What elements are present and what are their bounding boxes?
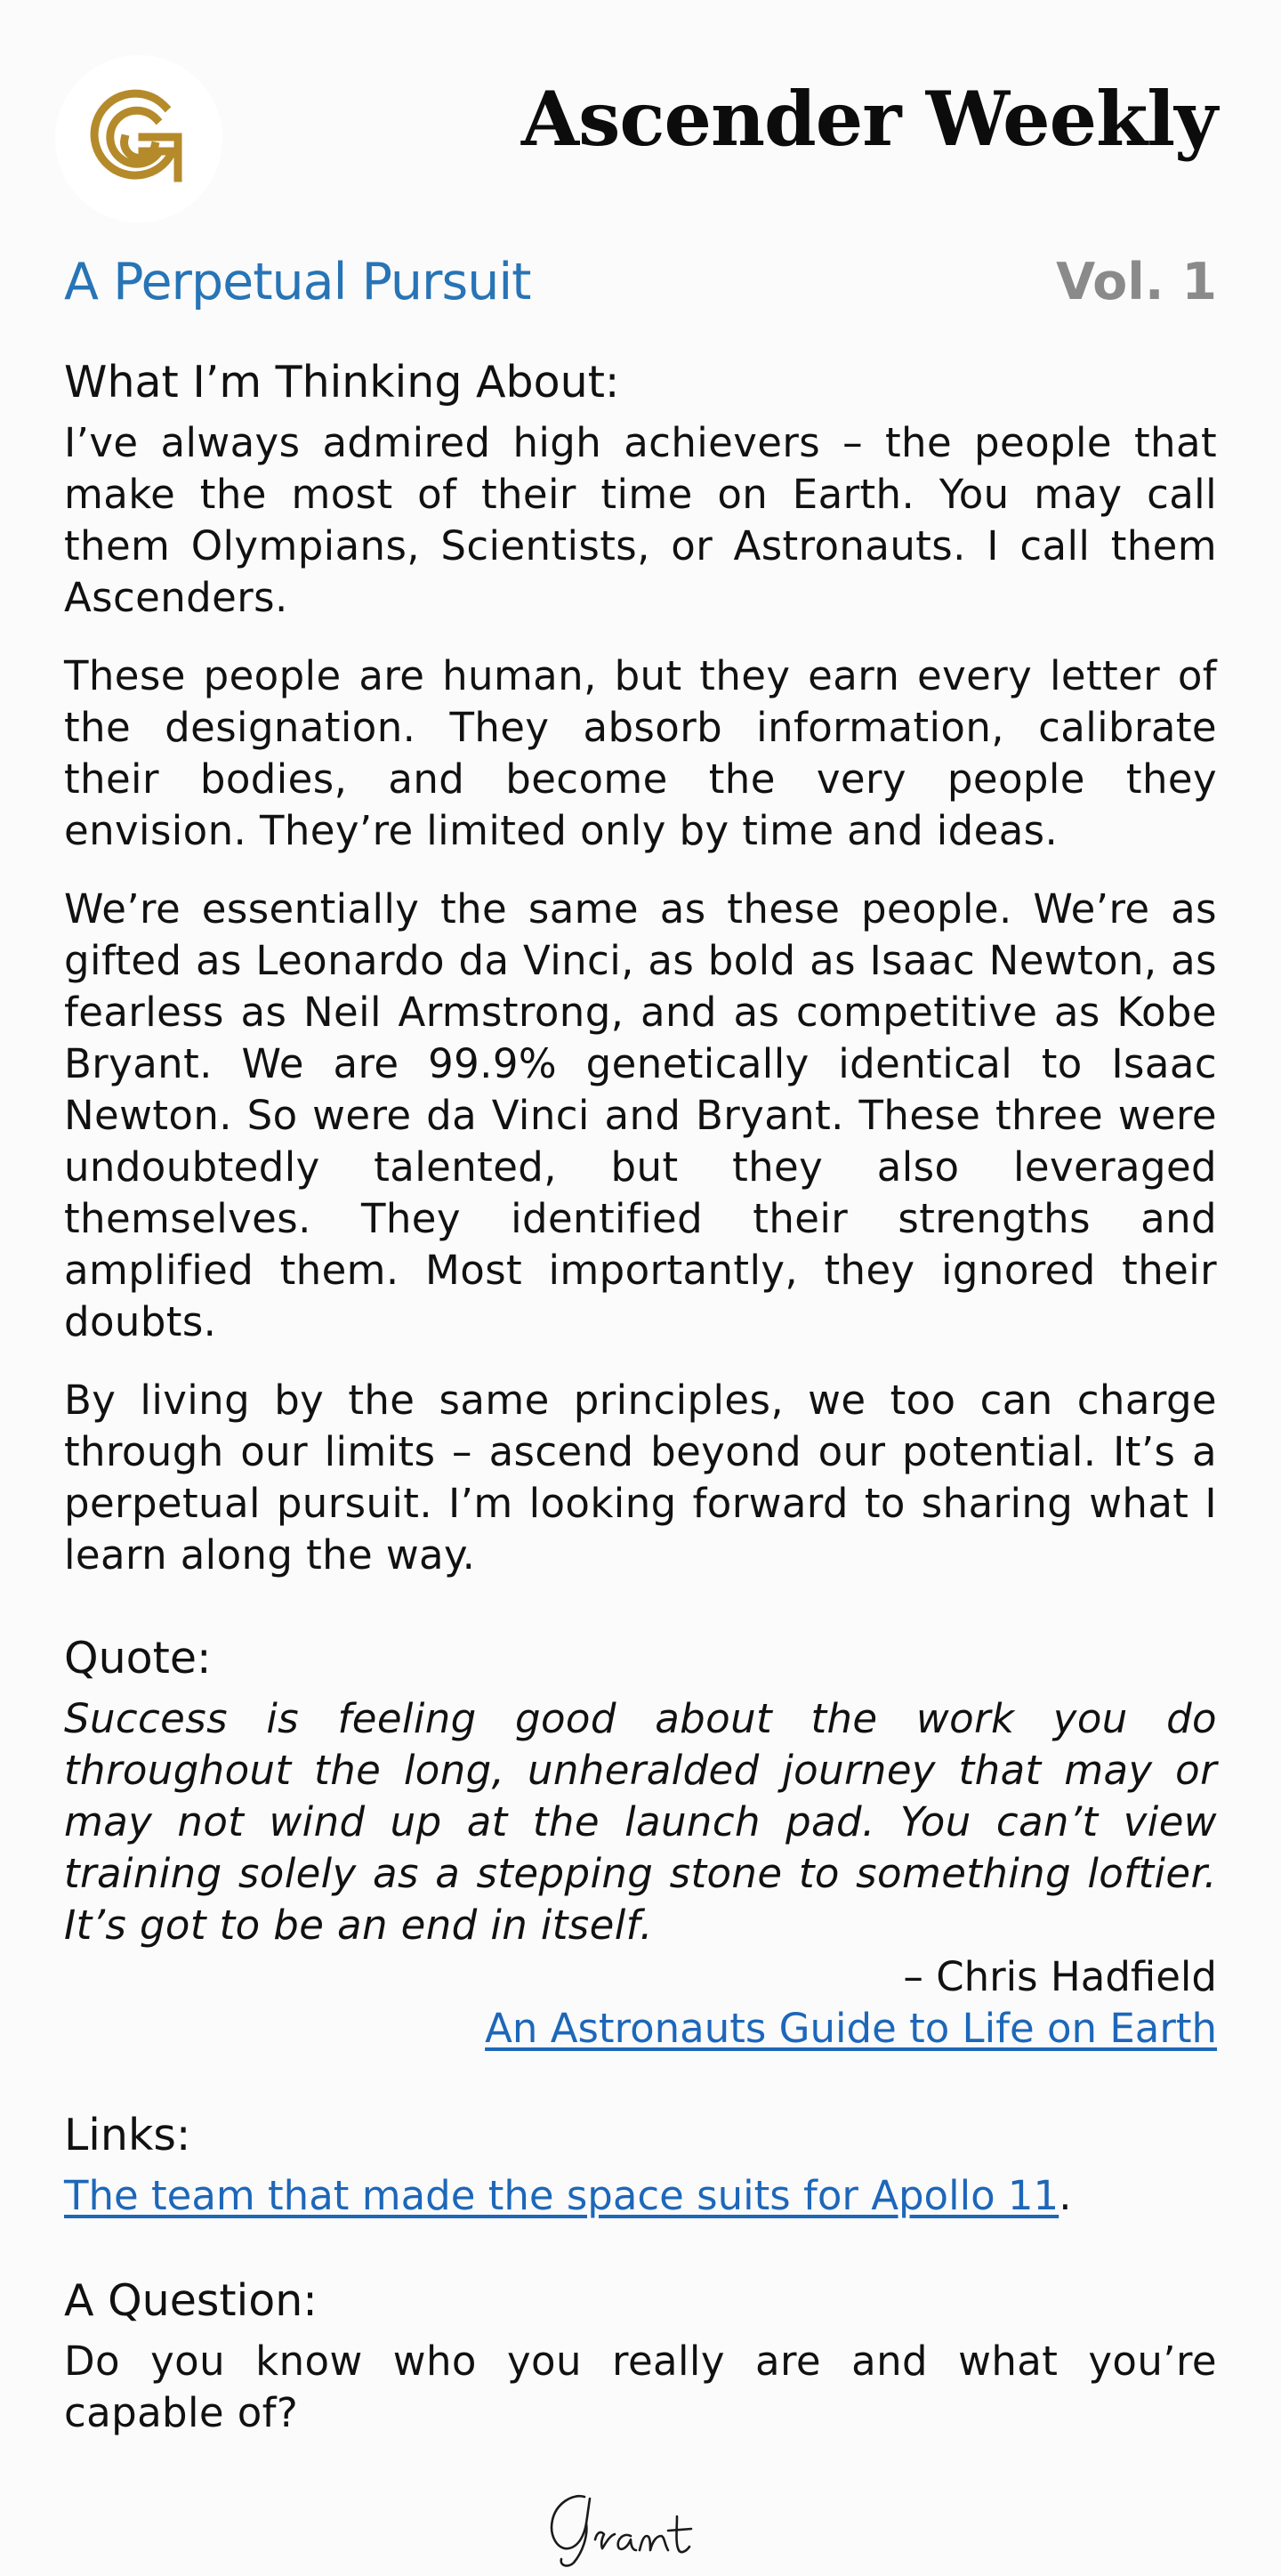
apollo-suits-link[interactable]: The team that made the space suits for Apollo 11 — [64, 2172, 1059, 2219]
question-section — [64, 2270, 1217, 2439]
masthead — [64, 0, 1217, 222]
newsletter-title: Ascender Weekly — [520, 75, 1217, 163]
section-heading: A Question: — [64, 2275, 318, 2326]
newsletter-body — [64, 351, 1217, 2439]
section-heading: Quote: — [64, 1633, 212, 1684]
link-suffix: . — [1059, 2172, 1072, 2219]
section-heading: What I’m Thinking About: — [64, 357, 620, 408]
link-item — [64, 2170, 1217, 2222]
links-section — [64, 2104, 1217, 2222]
g-monogram-logo-icon — [80, 80, 197, 198]
thinking-section — [64, 351, 1217, 1581]
section-heading: Links: — [64, 2110, 191, 2160]
quote-section — [64, 1627, 1217, 2055]
quote-source-link[interactable]: An Astronauts Guide to Life on Earth — [485, 2005, 1217, 2052]
paragraph: We’re essentially the same as these people. We’re as gifted as Leonardo da Vinci, as bold as Isaac Newton, as fearless as Neil Armstrong, and as competitive as Kobe Bryant. We are 99.9% genetically identical to Isaac Newton. So were da Vinci and Bryant. These three were undoubtedly talented, but they also leveraged themselves. They identified their strengths and amplified them. Most importantly, they ignored their doubts. — [64, 885, 1217, 1345]
logo-badge — [55, 55, 222, 222]
paragraph: I’ve always admired high achievers – the people that make the most of their time on Earth. You may call them Olympians, Scientists, or Astronauts. I call them Ascenders. — [64, 419, 1217, 621]
quote-source-wrap — [64, 2003, 1217, 2055]
paragraph: By living by the same principles, we too can charge through our limits – ascend beyond our potential. It’s a perpetual pursuit. I’m looking forward to sharing what I learn along the way. — [64, 1377, 1217, 1579]
quote-text: Success is feeling good about the work you do throughout the long, unheralded journey that may or may not wind up at the launch pad. You can’t view training solely as a stepping stone to something loftier. It’s got to be an end in itself. — [64, 1695, 1217, 1949]
paragraph: These people are human, but they earn every letter of the designation. They absorb information, calibrate their bodies, and become the very people they envision. They’re limited only by time and ideas. — [64, 652, 1217, 854]
volume-label: Vol. 1 — [1056, 253, 1217, 311]
issue-subtitle: A Perpetual Pursuit — [64, 253, 531, 311]
handwritten-signature — [538, 2481, 743, 2570]
quote-author: – Chris Hadfield — [903, 1953, 1217, 2000]
issue-header — [64, 251, 1217, 313]
question-text: Do you know who you really are and what you’re capable of? — [64, 2338, 1217, 2436]
newsletter — [64, 0, 1217, 2436]
